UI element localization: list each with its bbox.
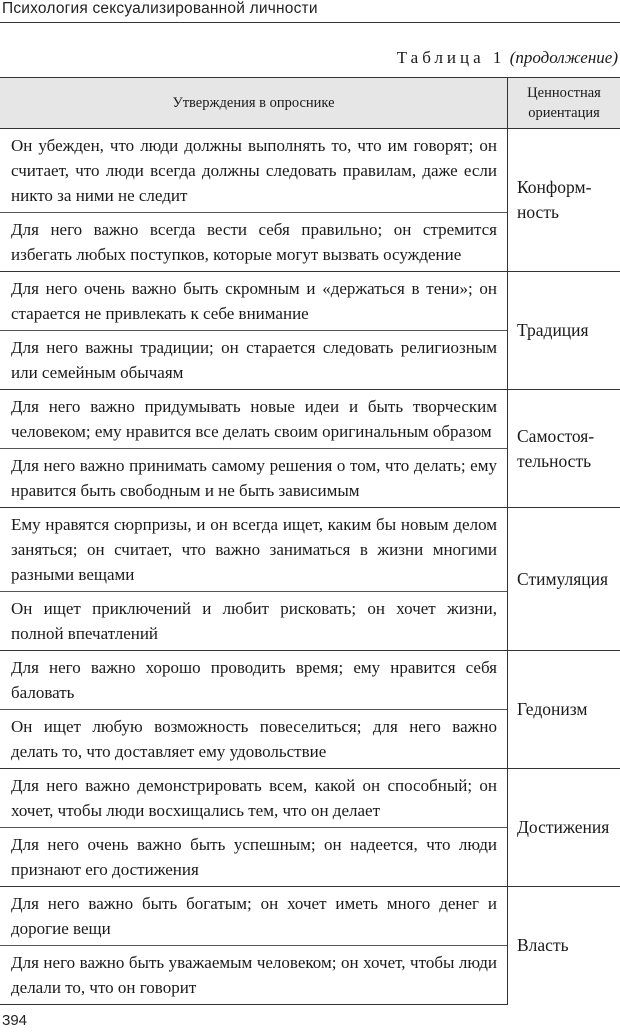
table-caption-continuation: (продолжение) <box>509 48 618 67</box>
statement-cell: Для него важно принимать самому решения о том, что делать; ему нравится быть свободным и не быть зависимым <box>0 449 508 508</box>
orientation-cell: Конформ- ность <box>508 129 620 272</box>
page-number: 394 <box>2 1012 28 1029</box>
table-row <box>0 887 620 946</box>
table-header-row <box>0 78 620 129</box>
statement-cell: Для него важны традиции; он старается следовать религиозным или семейным обычаям <box>0 331 508 390</box>
orientation-cell: Достижения <box>508 769 620 887</box>
orientation-cell: Стимуляция <box>508 508 620 651</box>
table-row <box>0 769 620 828</box>
statement-cell: Для него важно всегда вести себя правильно; он стремится избегать любых поступков, которые могут вызвать осуждение <box>0 213 508 272</box>
statement-cell: Для него очень важно быть успешным; он надеется, что люди признают его достижения <box>0 828 508 887</box>
statement-cell: Он убежден, что люди должны выполнять то, что им говорят; он считает, что люди всегда должны следовать правилам, даже если никто за ними не следит <box>0 129 508 213</box>
statement-cell: Он ищет любую возможность повеселиться; для него важно делать то, что доставляет ему удовольствие <box>0 710 508 769</box>
statement-cell: Для него важно придумывать новые идеи и быть творческим человеком; ему нравится все делать своим оригинальным образом <box>0 390 508 449</box>
header-orientation: Ценностная ориентация <box>508 78 620 129</box>
statement-cell: Для него важно быть богатым; он хочет иметь много денег и дорогие вещи <box>0 887 508 946</box>
values-table <box>0 77 620 1005</box>
statement-cell: Ему нравятся сюрпризы, и он всегда ищет, каким бы новым делом заняться; он считает, что важно заниматься в жизни многими разными вещами <box>0 508 508 592</box>
table-caption-label: Таблица 1 <box>396 48 506 67</box>
statement-cell: Для него очень важно быть скромным и «держаться в тени»; он старается не привлекать к себе внимание <box>0 272 508 331</box>
table-row <box>0 390 620 449</box>
running-head-title: Психология сексуализированной личности <box>2 0 318 17</box>
running-head <box>0 0 620 23</box>
table-row <box>0 508 620 592</box>
statement-cell: Для него важно хорошо проводить время; ему нравится себя баловать <box>0 651 508 710</box>
table-caption <box>397 48 618 68</box>
table-row <box>0 129 620 213</box>
orientation-cell: Гедонизм <box>508 651 620 769</box>
table-row <box>0 651 620 710</box>
table-row <box>0 272 620 331</box>
statement-cell: Для него важно демонстрировать всем, какой он способный; он хочет, чтобы люди восхищались тем, что он делает <box>0 769 508 828</box>
orientation-cell: Власть <box>508 887 620 1005</box>
statement-cell: Для него важно быть уважаемым человеком; он хочет, чтобы люди делали то, что он говорит <box>0 946 508 1005</box>
orientation-cell: Самостоя- тельность <box>508 390 620 508</box>
header-statements: Утверждения в опроснике <box>0 78 508 129</box>
orientation-cell: Традиция <box>508 272 620 390</box>
statement-cell: Он ищет приключений и любит рисковать; он хочет жизни, полной впечатлений <box>0 592 508 651</box>
